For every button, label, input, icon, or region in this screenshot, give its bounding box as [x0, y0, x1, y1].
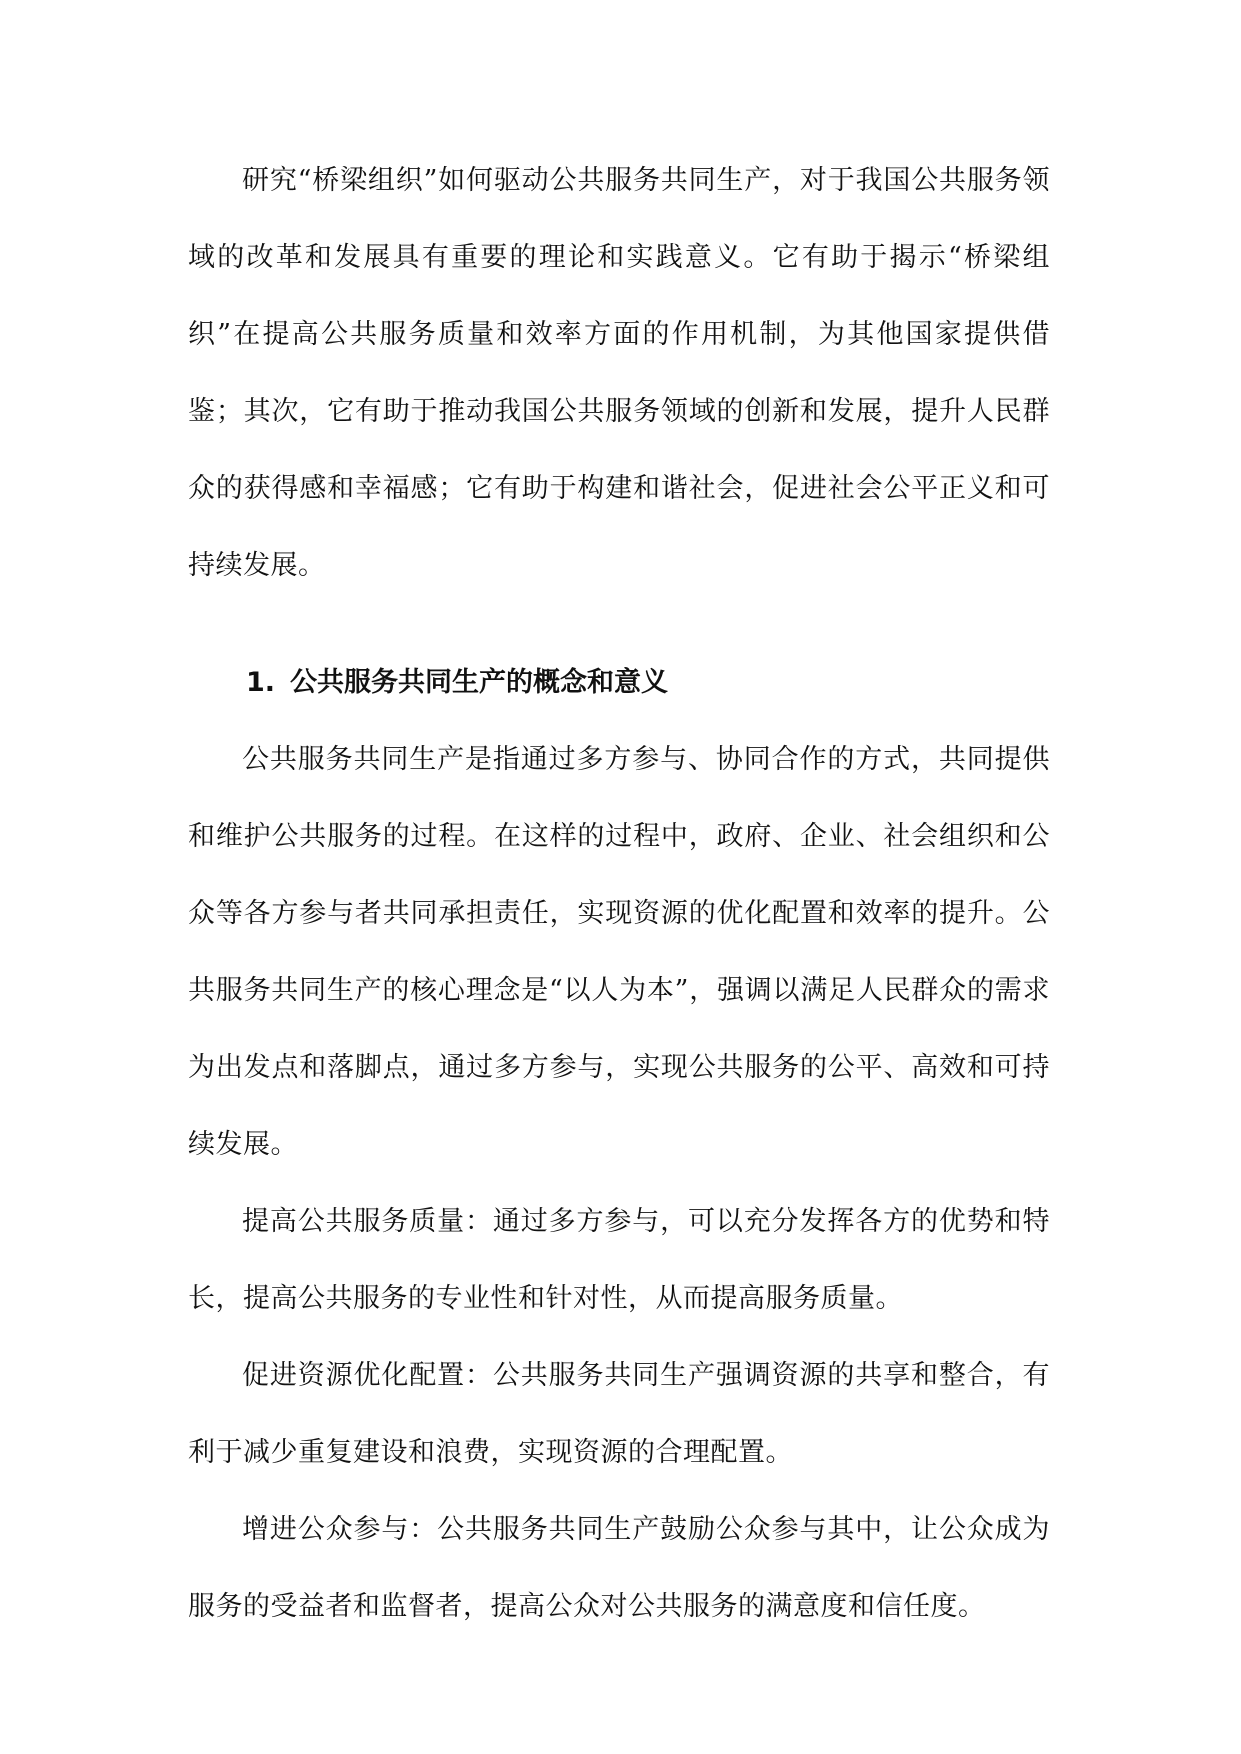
document-body — [188, 142, 1050, 1645]
resource-paragraph: 促进资源优化配置：公共服务共同生产强调资源的共享和整合，有利于减少重复建设和浪费，实现资源的合理配置。 — [188, 1360, 1050, 1468]
participation-paragraph: 增进公众参与：公共服务共同生产鼓励公众参与其中，让公众成为服务的受益者和监督者，提高公众对公共服务的满意度和信任度。 — [188, 1514, 1050, 1622]
section-title: 公共服务共同生产的概念和意义 — [290, 667, 668, 698]
section-number: 1. — [246, 667, 276, 698]
intro-paragraph: 研究“桥梁组织”如何驱动公共服务共同生产，对于我国公共服务领域的改革和发展具有重要的理论和实践意义。它有助于揭示“桥梁组织”在提高公共服务质量和效率方面的作用机制，为其他国家提供借鉴；其次，它有助于推动我国公共服务领域的创新和发展，提升人民群众的获得感和幸福感；它有助于构建和谐社会，促进社会公平正义和可持续发展。 — [188, 165, 1050, 581]
concept-paragraph: 公共服务共同生产是指通过多方参与、协同合作的方式，共同提供和维护公共服务的过程。在这样的过程中，政府、企业、社会组织和公众等各方参与者共同承担责任，实现资源的优化配置和效率的提升。公共服务共同生产的核心理念是“以人为本”，强调以满足人民群众的需求为出发点和落脚点，通过多方参与，实现公共服务的公平、高效和可持续发展。 — [188, 744, 1050, 1160]
section-heading — [188, 644, 1050, 721]
quality-paragraph: 提高公共服务质量：通过多方参与，可以充分发挥各方的优势和特长，提高公共服务的专业性和针对性，从而提高服务质量。 — [188, 1206, 1050, 1314]
